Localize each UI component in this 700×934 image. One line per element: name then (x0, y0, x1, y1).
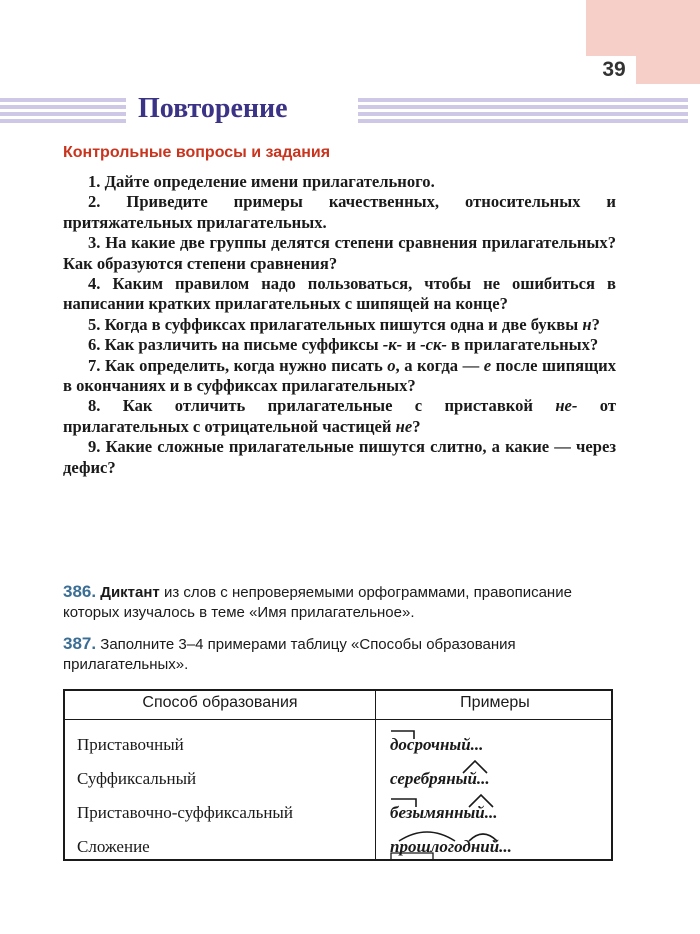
table-cell-method: Приставочно-суффиксальный (77, 803, 293, 822)
page-number: 39 (602, 58, 626, 81)
emphasized-text: о (387, 355, 396, 375)
corner-decoration (586, 0, 700, 56)
question-item (63, 437, 616, 478)
prefix-mark (391, 799, 416, 807)
question-item (63, 233, 616, 274)
exercise-text: Заполните 3–4 примерами таблицу «Способы образования прилагательных». (63, 636, 516, 673)
exercise-text: из слов с непроверяемыми орфограммами, правописание которых изучалось в теме «Имя прилагательное». (63, 584, 572, 621)
question-text: от прилагательных с отрицательной частицей (63, 396, 616, 436)
root-mark (399, 832, 455, 841)
question-text: после шипящих в окончаниях и в суффиксах прилагательных? (63, 355, 617, 396)
emphasized-text: н (582, 314, 592, 334)
question-text: 7. Как определить, когда нужно писать (88, 355, 388, 375)
exercise-number: 387. (63, 634, 97, 653)
table-header-examples: Примеры (460, 694, 530, 711)
table-cell-method: Суффиксальный (77, 769, 197, 788)
emphasized-text: -ск- (420, 335, 447, 355)
question-text: и (402, 335, 421, 355)
stem-mark (391, 853, 433, 859)
question-text: 5. Когда в суффиксах прилагательных пишутся одна и две буквы (88, 314, 583, 334)
exercise-keyword: Диктант (100, 584, 160, 601)
table-cell-example: досрочный... (390, 735, 484, 754)
question-text: 6. Как различить на письме суффиксы (88, 335, 383, 355)
emphasized-text: е (483, 355, 492, 375)
question-text: 2. Приведите примеры качественных, относительных и притяжательных прилагательных. (63, 192, 616, 232)
exercise-386 (63, 582, 616, 623)
table-cell-method: Приставочный (77, 735, 184, 754)
section-title: Повторение (138, 93, 288, 124)
question-item (63, 172, 616, 192)
question-text: ? (591, 314, 600, 334)
table-header-method: Способ образования (142, 694, 298, 711)
question-item (63, 315, 616, 335)
questions-list (63, 172, 616, 478)
decorative-stripes-left (0, 98, 126, 124)
emphasized-text: -к- (382, 335, 403, 355)
root-mark (469, 834, 497, 841)
table-cell-method: Сложение (77, 837, 150, 856)
question-text: 8. Как отличить прилагательные с приставкой (88, 396, 556, 416)
emphasized-text: не (395, 416, 413, 436)
question-item (63, 192, 616, 233)
question-text: 1. Дайте определение имени прилагательного. (88, 172, 435, 191)
question-text: 3. На какие две группы делятся степени сравнения прилагательных? Как образуются степени сравнения? (63, 233, 616, 273)
decorative-stripes-right (358, 98, 688, 124)
prefix-mark (391, 731, 414, 739)
suffix-mark (469, 795, 493, 807)
exercise-number: 386. (63, 582, 97, 601)
exercise-387 (63, 634, 616, 675)
question-text: ? (412, 416, 421, 436)
question-item (63, 335, 616, 355)
question-item (63, 356, 616, 397)
question-text: 9. Какие сложные прилагательные пишутся слитно, а какие — через дефис? (63, 437, 616, 477)
question-item (63, 396, 616, 437)
question-text: в прилагательных? (446, 335, 599, 355)
question-text: , а когда — (395, 355, 484, 375)
suffix-mark (463, 761, 487, 773)
page-number-strip (636, 56, 700, 84)
table-cell-example: серебряный... (390, 769, 490, 788)
formation-table (63, 689, 613, 861)
morpheme-marks (65, 691, 611, 859)
table-cell-example: безымянный... (390, 803, 498, 822)
table-cell-example: прошлогодний... (390, 837, 512, 856)
subtitle: Контрольные вопросы и задания (63, 144, 331, 161)
emphasized-text: не- (555, 396, 578, 416)
question-text: 4. Каким правилом надо пользоваться, чтобы не ошибиться в написании кратких прилагательных с шипящей на конце? (63, 274, 616, 314)
question-item (63, 274, 616, 315)
